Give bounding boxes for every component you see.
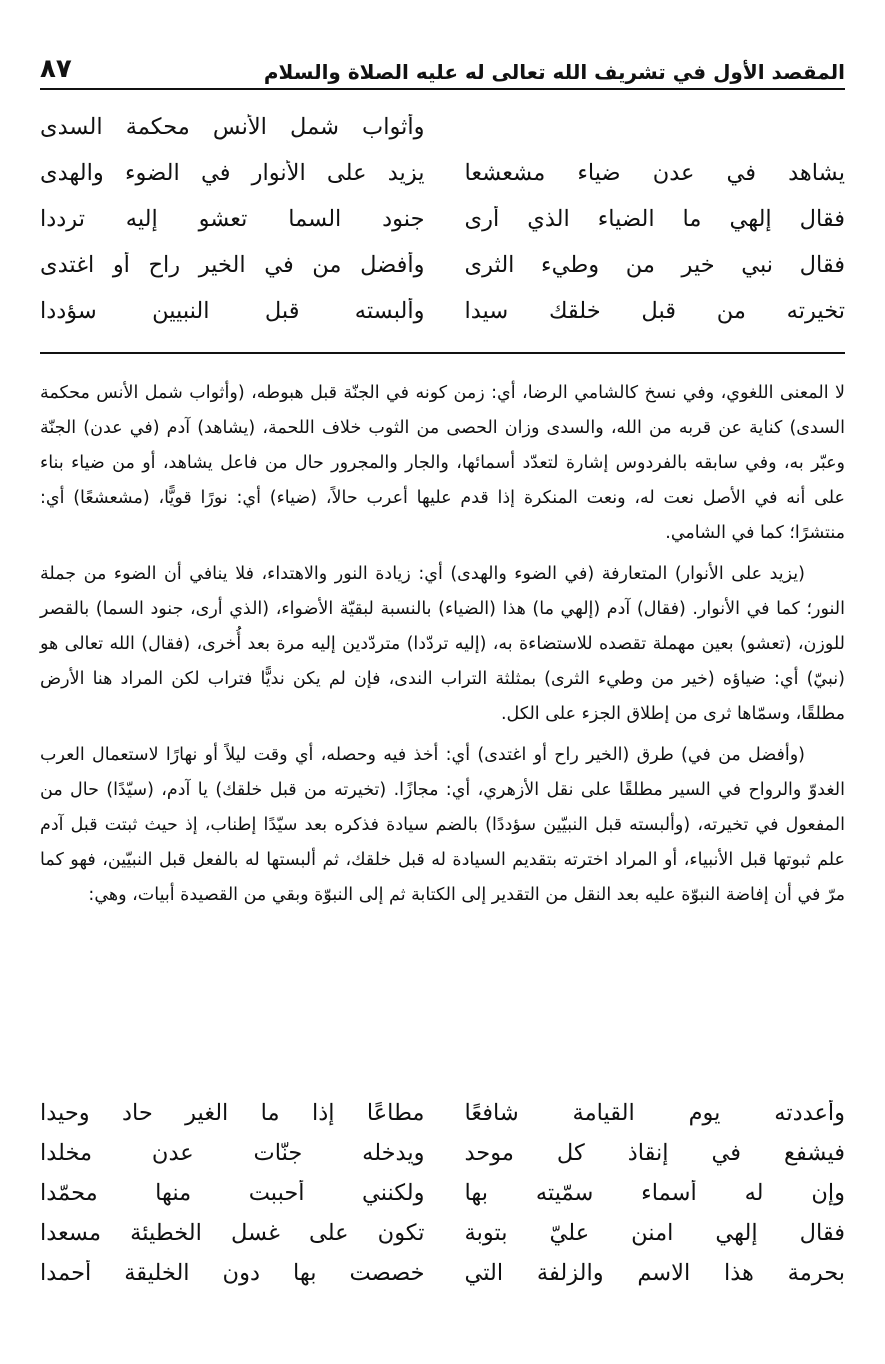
verse <box>40 242 845 288</box>
second-hemistich: ويدخله جنّات عدن مخلدا <box>40 1140 425 1166</box>
second-hemistich: يزيد على الأنوار في الضوء والهدى <box>40 160 425 186</box>
poem-top <box>40 104 845 334</box>
second-hemistich: جنود السما تعشو إليه ترددا <box>40 206 425 232</box>
verse <box>40 150 845 196</box>
first-hemistich: تخيرته من قبل خلقك سيدا <box>464 298 845 324</box>
commentary-paragraph: (وأفضل من في) طرق (الخير راح أو اغتدى) أي: أخذ فيه وحصله، أي وقت ليلاً أو نهارًا لاستعمال العرب الغدوّ والرواح في السير مطلقًا على نقل الأزهري، أي: مجازًا. (تخيرته من قبل خلقك) يا آدم، (سيّدًا) حال من المفعول في تخيرته، (وألبسته قبل النبيّين سؤددًا) بالضم سيادة فذكره بعد سيّدًا إطناب، إذ حيث ثبتت قبل آدم علم ثبوتها قبل الأنبياء، أو المراد اخترته بتقديم السيادة له قبل خلقك، ثم ألبستها له بالفعل قبل النبيّين، فهو كما مرّ في أن إفاضة النبوّة عليه بعد النقل من التقدير إلى الكتابة ثم إلى النبوّة وبقي من القصيدة أبيات، وهي: <box>40 745 845 905</box>
second-hemistich: وألبسته قبل النبيين سؤددا <box>40 298 425 324</box>
verse <box>40 1093 845 1133</box>
commentary <box>40 376 845 919</box>
verse <box>40 104 845 150</box>
second-hemistich: مطاعًا إذا ما الغير حاد وحيدا <box>40 1100 425 1126</box>
page-header <box>40 40 845 90</box>
first-hemistich: بحرمة هذا الاسم والزلفة التي <box>464 1260 845 1286</box>
first-hemistich: وأعددته يوم القيامة شافعًا <box>464 1100 845 1126</box>
first-hemistich: فقال نبي خير من وطيء الثرى <box>464 252 845 278</box>
second-hemistich: خصصت بها دون الخليقة أحمدا <box>40 1260 425 1286</box>
page-number: ٨٧ <box>40 54 72 84</box>
second-hemistich: تكون على غسل الخطيئة مسعدا <box>40 1220 425 1246</box>
commentary-paragraph: (يزيد على الأنوار) المتعارفة (في الضوء والهدى) أي: زيادة النور والاهتداء، فلا ينافي أن الضوء من جملة النور؛ كما في الأنوار. (فقال) آدم (إلهي ما) هذا (الضياء) بالنسبة لبقيّة الأضواء، (الذي أرى، جنود السما) بالقصر للوزن، (تعشو) بعين مهملة تقصده للاستضاءة به، (إليه تردّدا) متردّدين إليه مرة بعد أُخرى، (فقال) الله تعالى هو (نبيّ) أي: ضياؤه (خير من وطيء الثرى) بمثلثة التراب الندى، فإن لم يكن نديًّا فتراب لكن المراد هنا الأرض مطلقًا، وسمّاها ثرى من إطلاق الجزء على الكل. <box>40 564 845 724</box>
first-hemistich: وإن له أسماء سمّيته بها <box>464 1180 845 1206</box>
verse <box>40 1253 845 1293</box>
section-divider <box>40 352 845 354</box>
poem-bottom <box>40 1093 845 1293</box>
second-hemistich: وأفضل من في الخير راح أو اغتدى <box>40 252 425 278</box>
first-hemistich: فقال إلهي امنن عليّ بتوبة <box>464 1220 845 1246</box>
first-hemistich: فقال إلهي ما الضياء الذي أرى <box>464 206 845 232</box>
verse <box>40 1133 845 1173</box>
second-hemistich: وأثواب شمل الأنس محكمة السدى <box>40 114 425 140</box>
first-hemistich: يشاهد في عدن ضياء مشعشعا <box>464 160 845 186</box>
verse <box>40 196 845 242</box>
chapter-title: المقصد الأول في تشريف الله تعالى له عليه الصلاة والسلام <box>263 60 845 84</box>
verse <box>40 1213 845 1253</box>
commentary-paragraph: لا المعنى اللغوي، وفي نسخ كالشامي الرضا، أي: زمن كونه في الجنّة قبل هبوطه، (وأثواب شمل الأنس محكمة السدى) كناية عن قربه من الله، والسدى وزان الحصى من الثوب خلاف اللحمة، (يشاهد) آدم (في عدن) الجنّة وعبّر به، وفي سابقه بالفردوس إشارة لتعدّد أسمائها، والجار والمجرور حال من فاعل يشاهد، أو من ضياء بناء على أنه في الأصل نعت له، ونعت المنكرة إذا قدم عليها أعرب حالاً، (ضياء) أي: نورًا قويًّا، (مشعشعًا) أي: منتشرًا؛ كما في الشامي. <box>40 383 845 543</box>
verse <box>40 288 845 334</box>
second-hemistich: ولكنني أحببت منها محمّدا <box>40 1180 425 1206</box>
verse <box>40 1173 845 1213</box>
first-hemistich: فيشفع في إنقاذ كل موحد <box>464 1140 845 1166</box>
